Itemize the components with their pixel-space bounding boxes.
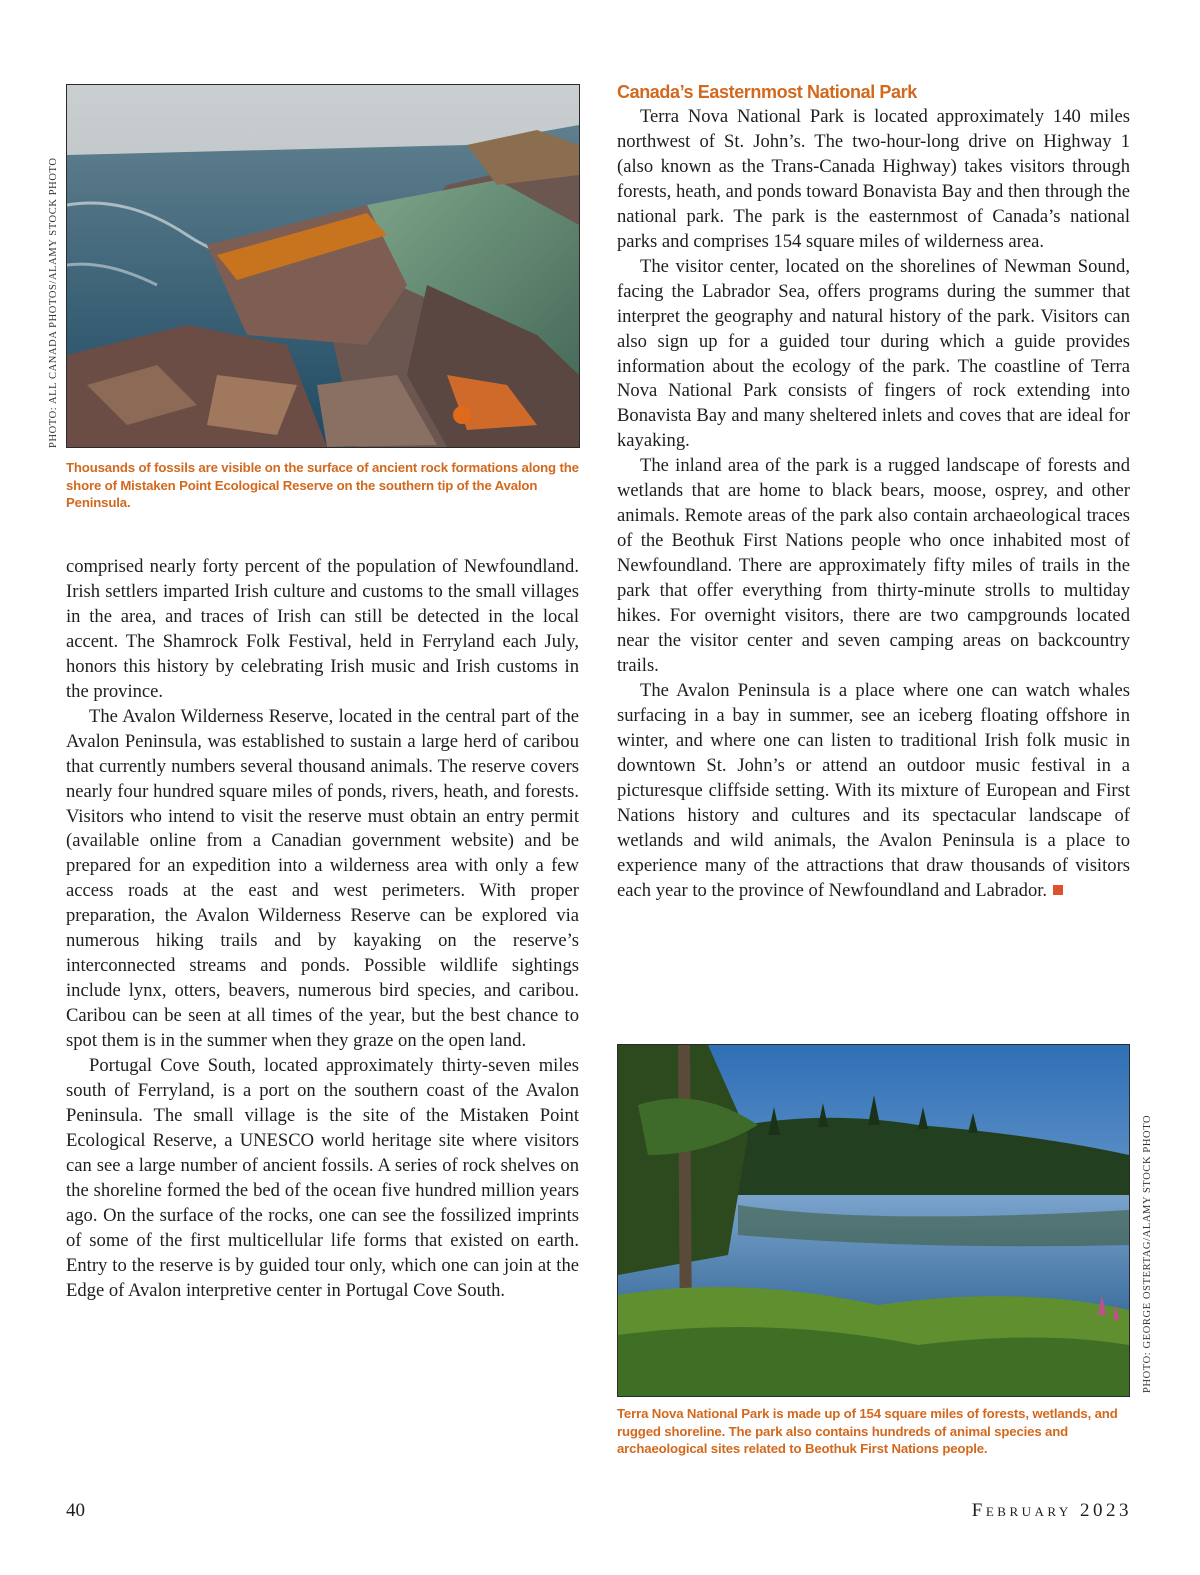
lake-photo-caption: Terra Nova National Park is made up of 154 square miles of forests, wetlands, and rugged shoreline. The park also contains hundreds of animal species and archaeological sites related to Beothuk First Nations people. [617, 1406, 1118, 1457]
rock-formation-photo [66, 84, 580, 448]
rock-photo-caption: Thousands of fossils are visible on the surface of ancient rock formations along the shore of Mistaken Point Ecological Reserve on the southern tip of the Avalon Peninsula. [66, 460, 579, 511]
issue-date: February 2023 [971, 1500, 1132, 1521]
paragraph: The inland area of the park is a rugged landscape of forests and wetlands that are home to black bears, moose, osprey, and other animals. Remote areas of the park also contain archaeological traces of the Beothuk First Nations people who once inhabited most of Newfoundland. There are approximately fifty miles of trails in the park that offer everything from thirty-minute strolls to multiday hikes. For overnight visitors, there are two campgrounds located near the visitor center and seven camping areas on backcountry trails. [617, 455, 1130, 676]
paragraph: Terra Nova National Park is located approximately 140 miles northwest of St. John’s. The two-hour-long drive on Highway 1 (also known as the Trans-Canada Highway) takes visitors through forests, heath, and ponds toward Bonavista Bay and then through the national park. The park is the easternmost of Canada’s national parks and comprises 154 square miles of wilderness area. [617, 106, 1130, 252]
page-number: 40 [66, 1500, 85, 1521]
lake-landscape-photo [617, 1044, 1130, 1397]
section-heading: Canada’s Easternmost National Park [617, 82, 917, 102]
closing-paragraph-text: The Avalon Peninsula is a place where one can watch whales surfacing in a bay in summer, see an iceberg floating offshore in winter, and where one can listen to traditional Irish folk music in downtown St. John’s or attend an outdoor music festival in a picturesque cliffside setting. With its mixture of European and First Nations history and cultures and its spectacular landscape of wetlands and wild animals, the Avalon Peninsula is a place to experience many of the attractions that draw thousands of visitors each year to the province of Newfoundland and Labrador. [617, 679, 1130, 901]
paragraph [617, 679, 1130, 904]
paragraph: The visitor center, located on the shorelines of Newman Sound, facing the Labrador Sea, offers programs during the summer that interpret the geography and natural history of the park. Visitors can also sign up for a guided tour during which a guide provides information about the ecology of the park. The coastline of Terra Nova National Park consists of fingers of rock extending into Bonavista Bay and many sheltered inlets and coves that are ideal for kayaking. [617, 255, 1130, 452]
paragraph: comprised nearly forty percent of the population of Newfoundland. Irish settlers imparted Irish culture and customs to the small villages in the area, and traces of Irish can still be detected in the local accent. The Shamrock Folk Festival, held in Ferryland each July, honors this history by celebrating Irish music and Irish customs in the province. [66, 556, 579, 702]
photo-credit-rocks: PHOTO: ALL CANADA PHOTOS/ALAMY STOCK PHOTO [48, 157, 59, 448]
right-column-body [617, 105, 1130, 904]
end-mark-icon [1053, 885, 1063, 895]
paragraph: Portugal Cove South, located approximately thirty-seven miles south of Ferryland, is a port on the southern coast of the Avalon Peninsula. The small village is the site of the Mistaken Point Ecological Reserve, a UNESCO world heritage site where visitors can see a large number of ancient fossils. A series of rock shelves on the shoreline formed the bed of the ocean five hundred million years ago. On the surface of the rocks, one can see the fossilized imprints of some of the first multicellular life forms that existed on earth. Entry to the reserve is by guided tour only, which one can join at the Edge of Avalon interpretive center in Portugal Cove South. [66, 1055, 579, 1301]
left-column-body [66, 555, 579, 1304]
paragraph: The Avalon Wilderness Reserve, located in the central part of the Avalon Peninsula, was established to sustain a large herd of caribou that currently numbers several thousand animals. The reserve covers nearly four hundred square miles of ponds, rivers, heath, and forests. Visitors who intend to visit the reserve must obtain an entry permit (available online from a Canadian government website) and be prepared for an expedition into a wilderness area with only a few access roads at the east and west perimeters. With proper preparation, the Avalon Wilderness Reserve can be explored via numerous hiking trails and by kayaking on the reserve’s interconnected streams and ponds. Possible wildlife sightings include lynx, otters, beavers, numerous bird species, and caribou. Caribou can be seen at all times of the year, but the best chance to spot them is in the summer when they graze on the open land. [66, 705, 579, 1052]
photo-credit-lake: PHOTO: GEORGE OSTERTAG/ALAMY STOCK PHOTO [1142, 1114, 1153, 1393]
